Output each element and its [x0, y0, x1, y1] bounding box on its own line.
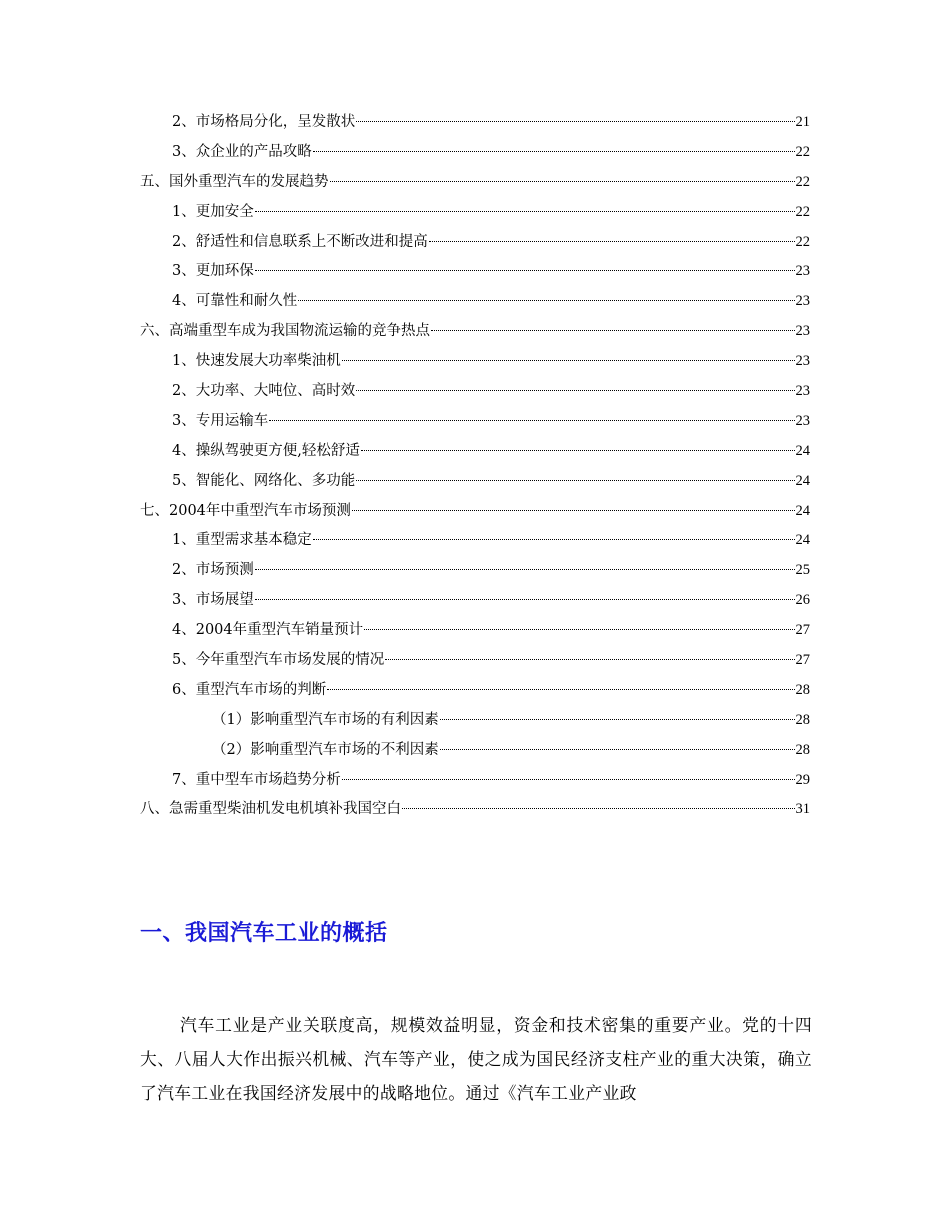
toc-entry-title: 1、快速发展大功率柴油机 — [172, 353, 341, 370]
toc-entry[interactable] — [140, 347, 810, 377]
toc-dot-leader — [431, 330, 795, 331]
toc-entry[interactable] — [140, 497, 810, 527]
toc-entry[interactable] — [140, 407, 810, 437]
toc-entry-title: 3、众企业的产品攻略 — [172, 143, 312, 160]
toc-entry[interactable] — [140, 736, 810, 766]
toc-entry-title: 五、国外重型汽车的发展趋势 — [140, 173, 329, 190]
toc-entry[interactable] — [140, 676, 810, 706]
toc-entry-page-number: 22 — [795, 233, 810, 250]
toc-entry[interactable] — [140, 108, 810, 138]
toc-entry-page-number: 22 — [795, 203, 810, 220]
toc-entry-title: 八、急需重型柴油机发电机填补我国空白 — [140, 801, 401, 818]
toc-entry-title: （1）影响重型汽车市场的有利因素 — [212, 711, 439, 728]
toc-entry[interactable] — [140, 766, 810, 796]
toc-entry[interactable] — [140, 287, 810, 317]
toc-dot-leader — [342, 360, 795, 361]
toc-entry-page-number: 23 — [795, 323, 810, 340]
toc-entry[interactable] — [140, 646, 810, 676]
toc-entry-title: 2、大功率、大吨位、高时效 — [172, 383, 356, 400]
toc-entry-title: 1、重型需求基本稳定 — [172, 532, 312, 549]
toc-entry[interactable] — [140, 168, 810, 198]
toc-entry[interactable] — [140, 138, 810, 168]
toc-entry-page-number: 23 — [795, 293, 810, 310]
toc-entry-page-number: 27 — [795, 622, 810, 639]
toc-entry-page-number: 24 — [795, 502, 810, 519]
toc-entry[interactable] — [140, 556, 810, 586]
toc-entry[interactable] — [140, 586, 810, 616]
toc-dot-leader — [313, 539, 795, 540]
toc-entry-page-number: 29 — [795, 771, 810, 788]
toc-entry[interactable] — [140, 616, 810, 646]
toc-dot-leader — [440, 749, 795, 750]
toc-entry-page-number: 23 — [795, 353, 810, 370]
toc-dot-leader — [429, 241, 795, 242]
toc-entry[interactable] — [140, 795, 810, 825]
toc-dot-leader — [327, 689, 794, 690]
toc-entry-title: 1、更加安全 — [172, 203, 254, 220]
toc-entry-title: 2、舒适性和信息联系上不断改进和提高 — [172, 233, 428, 250]
toc-entry[interactable] — [140, 706, 810, 736]
toc-entry-title: 3、更加环保 — [172, 263, 254, 280]
toc-dot-leader — [356, 390, 794, 391]
toc-entry-page-number: 22 — [795, 173, 810, 190]
toc-dot-leader — [298, 300, 794, 301]
toc-entry-title: 六、高端重型车成为我国物流运输的竞争热点 — [140, 323, 430, 340]
toc-entry-page-number: 24 — [795, 442, 810, 459]
toc-dot-leader — [440, 719, 795, 720]
toc-dot-leader — [255, 599, 795, 600]
toc-entry-page-number: 26 — [795, 592, 810, 609]
toc-dot-leader — [313, 151, 795, 152]
toc-dot-leader — [330, 181, 795, 182]
toc-entry-title: 6、重型汽车市场的判断 — [172, 681, 327, 698]
toc-dot-leader — [255, 569, 795, 570]
toc-dot-leader — [342, 779, 795, 780]
toc-entry[interactable] — [140, 198, 810, 228]
toc-entry[interactable] — [140, 257, 810, 287]
toc-entry[interactable] — [140, 228, 810, 258]
toc-dot-leader — [361, 450, 795, 451]
toc-entry-title: 7、重中型车市场趋势分析 — [172, 771, 341, 788]
toc-entry[interactable] — [140, 377, 810, 407]
section-heading: 一、我国汽车工业的概括 — [140, 921, 388, 946]
toc-entry-title: 3、市场展望 — [172, 592, 254, 609]
toc-entry-title: 4、操纵驾驶更方便,轻松舒适 — [172, 442, 360, 459]
toc-dot-leader — [255, 211, 795, 212]
toc-entry-page-number: 22 — [795, 143, 810, 160]
toc-entry-title: （2）影响重型汽车市场的不利因素 — [212, 741, 439, 758]
toc-entry-page-number: 24 — [795, 472, 810, 489]
toc-entry-page-number: 27 — [795, 652, 810, 669]
toc-entry-title: 5、智能化、网络化、多功能 — [172, 472, 356, 489]
toc-entry-page-number: 23 — [795, 412, 810, 429]
toc-entry-page-number: 25 — [795, 562, 810, 579]
table-of-contents — [140, 108, 810, 825]
toc-list — [140, 108, 810, 825]
toc-entry-page-number: 28 — [795, 681, 810, 698]
toc-dot-leader — [269, 420, 794, 421]
toc-entry[interactable] — [140, 526, 810, 556]
toc-entry-page-number: 23 — [795, 263, 810, 280]
toc-entry-page-number: 28 — [795, 711, 810, 728]
toc-dot-leader — [352, 510, 795, 511]
toc-entry-title: 3、专用运输车 — [172, 412, 269, 429]
toc-entry[interactable] — [140, 467, 810, 497]
toc-dot-leader — [364, 629, 794, 630]
toc-dot-leader — [255, 270, 795, 271]
toc-dot-leader — [356, 480, 794, 481]
toc-entry[interactable] — [140, 317, 810, 347]
toc-entry[interactable] — [140, 437, 810, 467]
toc-entry-title: 2、市场预测 — [172, 562, 254, 579]
toc-dot-leader — [385, 659, 794, 660]
toc-dot-leader — [356, 121, 794, 122]
toc-dot-leader — [402, 808, 795, 809]
toc-entry-title: 4、可靠性和耐久性 — [172, 293, 298, 310]
toc-entry-title: 七、2004年中重型汽车市场预测 — [140, 502, 351, 519]
toc-entry-page-number: 28 — [795, 741, 810, 758]
toc-entry-page-number: 21 — [795, 114, 810, 130]
toc-entry-title: 5、今年重型汽车市场发展的情况 — [172, 652, 385, 669]
body-paragraph: 汽车工业是产业关联度高，规模效益明显，资金和技术密集的重要产业。党的十四大、八届人大作出振兴机械、汽车等产业，使之成为国民经济支柱产业的重大决策，确立了汽车工业在我国经济发展中的战略地位。通过《汽车工业产业政 — [140, 1015, 812, 1103]
toc-entry-page-number: 23 — [795, 383, 810, 400]
toc-entry-title: 4、2004年重型汽车销量预计 — [172, 622, 364, 639]
toc-entry-page-number: 24 — [795, 532, 810, 549]
toc-entry-title: 2、市场格局分化，呈发散状 — [172, 114, 356, 130]
toc-entry-page-number: 31 — [795, 801, 810, 818]
